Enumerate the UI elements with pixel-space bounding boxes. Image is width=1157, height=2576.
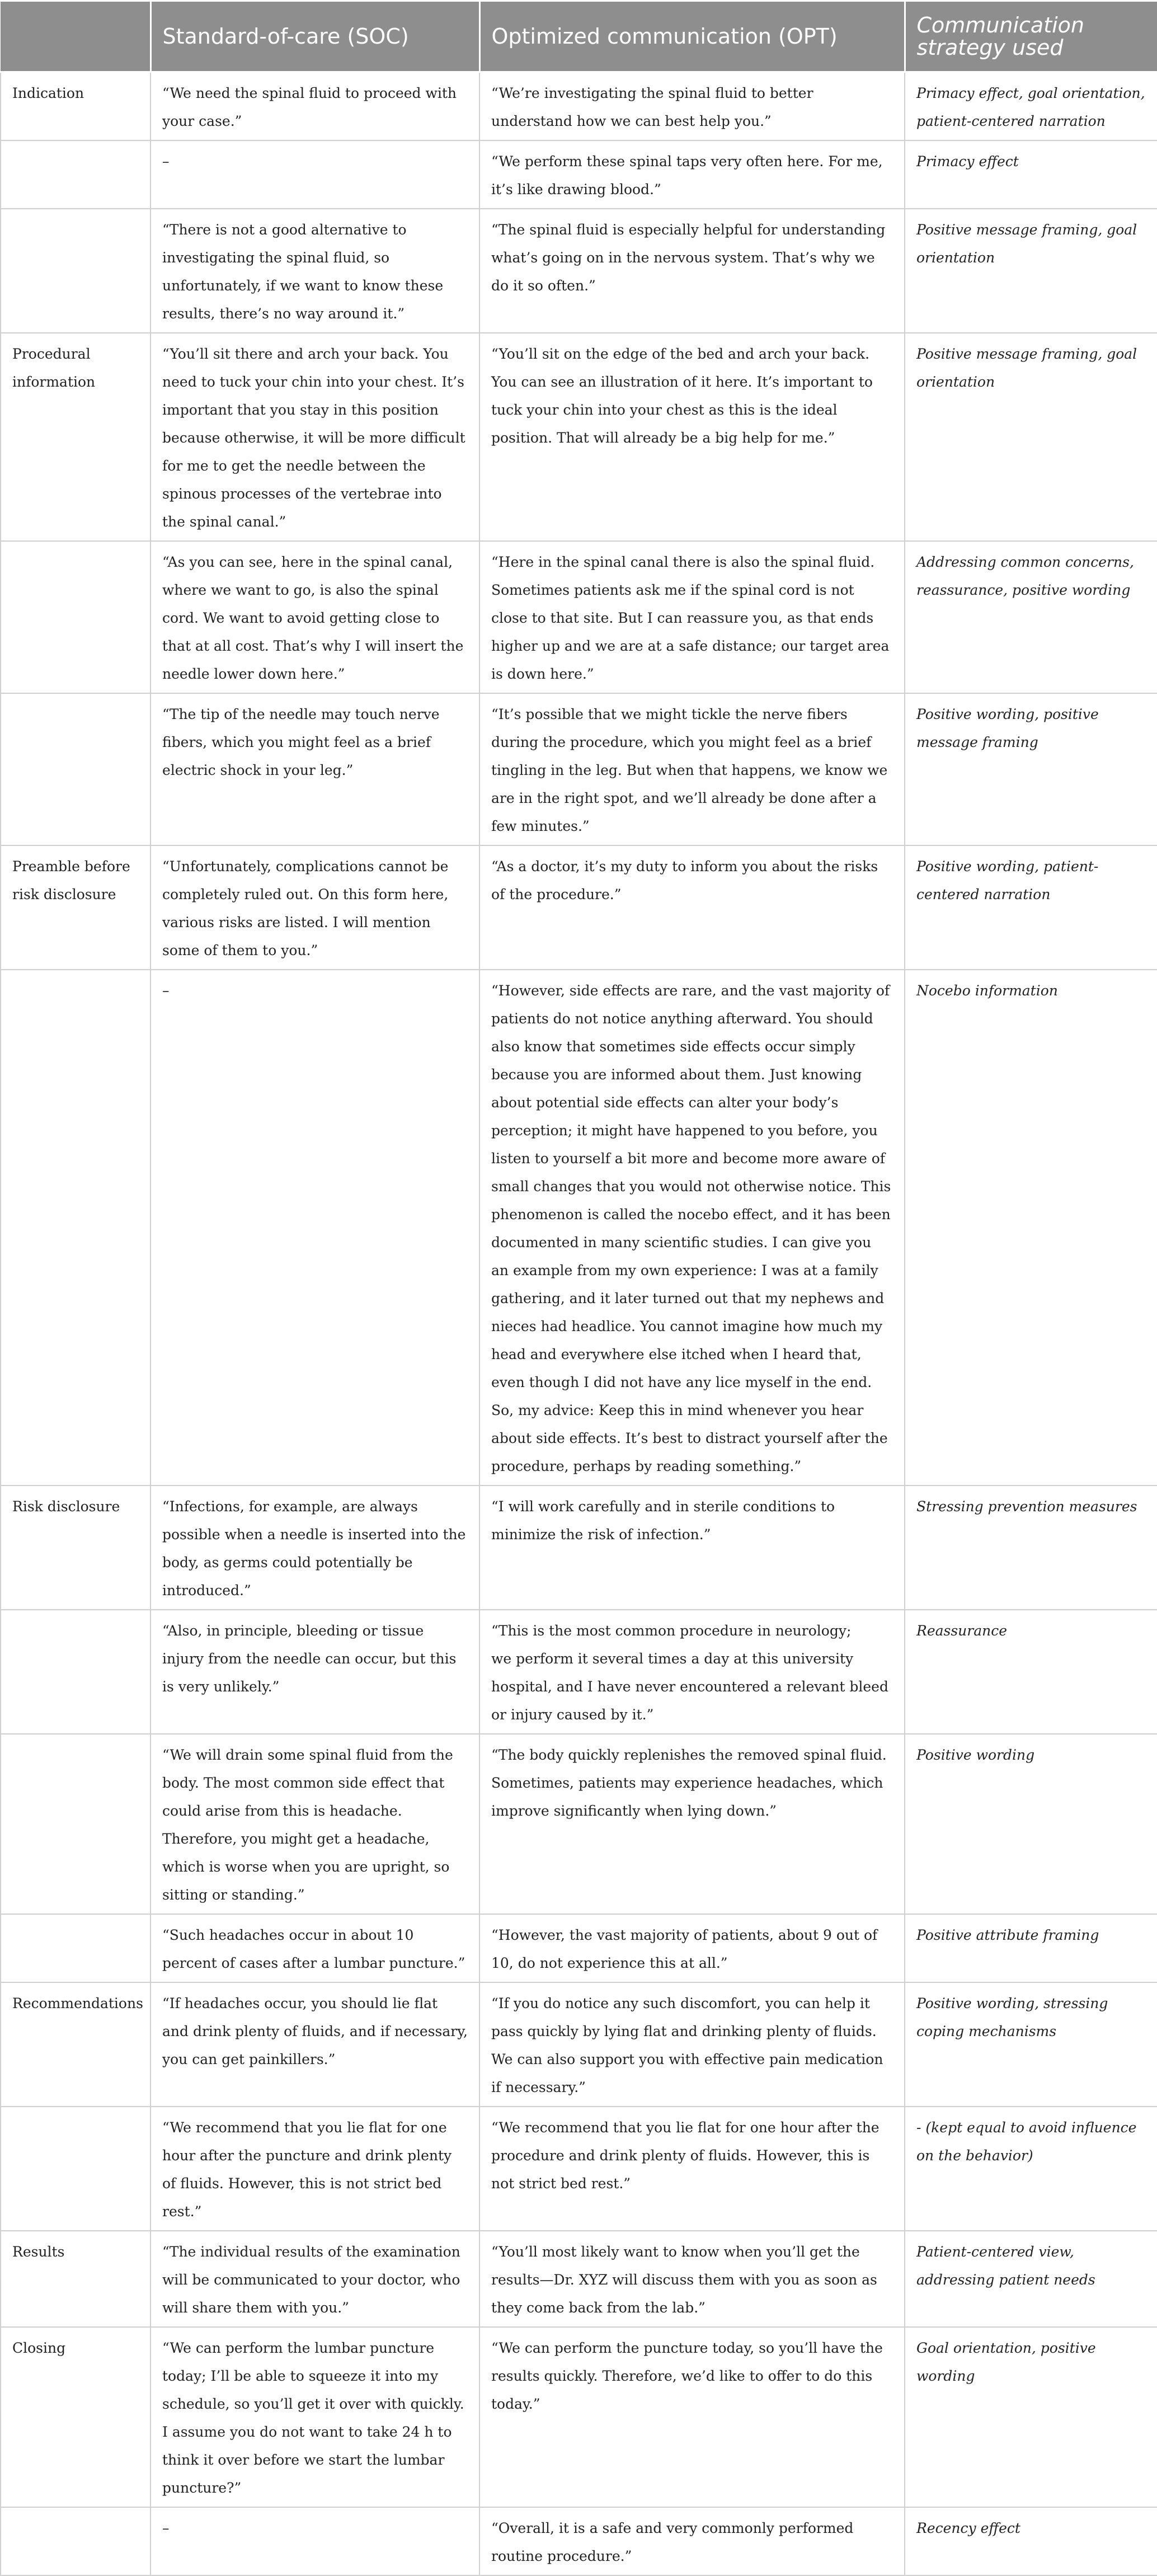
section-cell: Closing [1, 2327, 150, 2507]
strategy-cell: Goal orientation, positive wording [905, 2327, 1157, 2507]
strategy-cell: Addressing common concerns, reassurance, positive wording [905, 541, 1157, 693]
opt-cell: “However, side effects are rare, and the vast majority of patients do not notice anything afterward. You should also know that sometimes side effects occur simply because you are informed about them. Just knowing about potential side effects can alter your body’s perception; it might have happened to you before, you listen to yourself a bit more and become more aware of small changes that you would not otherwise notice. This phenomenon is called the nocebo effect, and it has been documented in many scientific studies. I can give you an example from my own experience: I was at a family gathering, and it later turned out that my nephews and nieces had headlice. You cannot imagine how much my head and everywhere else itched when I heard that, even though I did not have any lice myself in the end. So, my advice: Keep this in mind whenever you hear about side effects. It’s best to distract yourself after the procedure, perhaps by reading something.” [479, 970, 905, 1486]
strategy-cell: Positive message framing, goal orientation [905, 333, 1157, 541]
soc-cell: – [150, 140, 479, 209]
opt-cell: “Overall, it is a safe and very commonly performed routine procedure.” [479, 2507, 905, 2575]
opt-cell: “We’re investigating the spinal fluid to better understand how we can best help you.” [479, 72, 905, 141]
table-row [1, 209, 1157, 333]
soc-cell: “We can perform the lumbar puncture today; I’ll be able to squeeze it into my schedule, so you’ll get it over with quickly. I assume you do not want to take 24 h to think it over before we start the lumbar puncture?” [150, 2327, 479, 2507]
soc-cell: “As you can see, here in the spinal canal, where we want to go, is also the spinal cord. We want to avoid getting close to that at all cost. That’s why I will insert the needle lower down here.” [150, 541, 479, 693]
strategy-cell: Nocebo information [905, 970, 1157, 1486]
table-row [1, 970, 1157, 1486]
soc-cell: “Infections, for example, are always possible when a needle is inserted into the body, as germs could potentially be introduced.” [150, 1486, 479, 1610]
table-row [1, 2327, 1157, 2507]
table-row [1, 1486, 1157, 1610]
section-cell [1, 541, 150, 693]
soc-cell: “We will drain some spinal fluid from the body. The most common side effect that could arise from this is headache. Therefore, you might get a headache, which is worse when you are upright, so sitting or standing.” [150, 1734, 479, 1914]
table-row [1, 2231, 1157, 2327]
opt-cell: “We recommend that you lie flat for one hour after the procedure and drink plenty of fluids. However, this is not strict bed rest.” [479, 2107, 905, 2231]
section-cell [1, 140, 150, 209]
table-row [1, 2507, 1157, 2575]
opt-cell: “As a doctor, it’s my duty to inform you about the risks of the procedure.” [479, 845, 905, 970]
strategy-cell: Positive wording, patient-centered narration [905, 845, 1157, 970]
strategy-cell: Positive wording [905, 1734, 1157, 1914]
opt-cell: “You’ll sit on the edge of the bed and arch your back. You can see an illustration of it here. It’s important to tuck your chin into your chest as this is the ideal position. That will already be a big help for me.” [479, 333, 905, 541]
opt-cell: “We can perform the puncture today, so you’ll have the results quickly. Therefore, we’d like to offer to do this today.” [479, 2327, 905, 2507]
section-cell [1, 1610, 150, 1734]
strategy-cell: Positive wording, stressing coping mechanisms [905, 1982, 1157, 2107]
strategy-cell: Stressing prevention measures [905, 1486, 1157, 1610]
opt-cell: “I will work carefully and in sterile conditions to minimize the risk of infection.” [479, 1486, 905, 1610]
soc-cell: – [150, 2507, 479, 2575]
table-header [1, 1, 1157, 72]
soc-cell: “We recommend that you lie flat for one hour after the puncture and drink plenty of fluids. However, this is not strict bed rest.” [150, 2107, 479, 2231]
opt-cell: “We perform these spinal taps very often here. For me, it’s like drawing blood.” [479, 140, 905, 209]
section-cell: Procedural information [1, 333, 150, 541]
table-row [1, 1914, 1157, 1982]
opt-cell: “The spinal fluid is especially helpful for understanding what’s going on in the nervous system. That’s why we do it so often.” [479, 209, 905, 333]
strategy-cell: Patient-centered view, addressing patient needs [905, 2231, 1157, 2327]
opt-cell: “It’s possible that we might tickle the nerve fibers during the procedure, which you might feel as a brief tingling in the leg. But when that happens, we know we are in the right spot, and we’ll already be done after a few minutes.” [479, 693, 905, 845]
header-section [1, 1, 150, 72]
section-cell: Indication [1, 72, 150, 141]
table-row [1, 140, 1157, 209]
section-cell: Results [1, 2231, 150, 2327]
table-row [1, 1610, 1157, 1734]
soc-cell: “Such headaches occur in about 10 percent of cases after a lumbar puncture.” [150, 1914, 479, 1982]
header-row [1, 1, 1157, 72]
strategy-cell: Primacy effect, goal orientation, patient-centered narration [905, 72, 1157, 141]
section-cell [1, 209, 150, 333]
section-cell [1, 1914, 150, 1982]
soc-cell: “The tip of the needle may touch nerve fibers, which you might feel as a brief electric shock in your leg.” [150, 693, 479, 845]
strategy-cell: Positive message framing, goal orientation [905, 209, 1157, 333]
strategy-cell: Positive wording, positive message framing [905, 693, 1157, 845]
strategy-cell: Reassurance [905, 1610, 1157, 1734]
soc-cell: “You’ll sit there and arch your back. You need to tuck your chin into your chest. It’s important that you stay in this position because otherwise, it will be more difficult for me to get the needle between the spinous processes of the vertebrae into the spinal canal.” [150, 333, 479, 541]
section-cell: Preamble before risk disclosure [1, 845, 150, 970]
opt-cell: “The body quickly replenishes the removed spinal fluid. Sometimes, patients may experience headaches, which improve significantly when lying down.” [479, 1734, 905, 1914]
section-cell: Risk disclosure [1, 1486, 150, 1610]
soc-cell: “There is not a good alternative to investigating the spinal fluid, so unfortunately, if we want to know these results, there’s no way around it.” [150, 209, 479, 333]
soc-cell: “The individual results of the examination will be communicated to your doctor, who will share them with you.” [150, 2231, 479, 2327]
table-row [1, 333, 1157, 541]
table-row [1, 1734, 1157, 1914]
section-cell [1, 2107, 150, 2231]
table-body [1, 72, 1157, 2576]
section-cell [1, 2507, 150, 2575]
table-row [1, 541, 1157, 693]
table-row [1, 845, 1157, 970]
header-soc: Standard-of-care (SOC) [150, 1, 479, 72]
table-row [1, 72, 1157, 141]
soc-cell: “Also, in principle, bleeding or tissue injury from the needle can occur, but this is very unlikely.” [150, 1610, 479, 1734]
soc-cell: “If headaches occur, you should lie flat and drink plenty of fluids, and if necessary, you can get painkillers.” [150, 1982, 479, 2107]
table-row [1, 1982, 1157, 2107]
section-cell [1, 1734, 150, 1914]
soc-cell: “Unfortunately, complications cannot be completely ruled out. On this form here, various risks are listed. I will mention some of them to you.” [150, 845, 479, 970]
table-row [1, 693, 1157, 845]
section-cell [1, 693, 150, 845]
strategy-cell: - (kept equal to avoid influence on the behavior) [905, 2107, 1157, 2231]
header-opt: Optimized communication (OPT) [479, 1, 905, 72]
opt-cell: “You’ll most likely want to know when you’ll get the results—Dr. XYZ will discuss them with you as soon as they come back from the lab.” [479, 2231, 905, 2327]
strategy-cell: Positive attribute framing [905, 1914, 1157, 1982]
soc-cell: – [150, 970, 479, 1486]
opt-cell: “Here in the spinal canal there is also the spinal fluid. Sometimes patients ask me if the spinal cord is not close to that site. But I can reassure you, as that ends higher up and we are at a safe distance; our target area is down here.” [479, 541, 905, 693]
opt-cell: “If you do notice any such discomfort, you can help it pass quickly by lying flat and drinking plenty of fluids. We can also support you with effective pain medication if necessary.” [479, 1982, 905, 2107]
table-row [1, 2107, 1157, 2231]
opt-cell: “This is the most common procedure in neurology; we perform it several times a day at this university hospital, and I have never encountered a relevant bleed or injury caused by it.” [479, 1610, 905, 1734]
opt-cell: “However, the vast majority of patients, about 9 out of 10, do not experience this at all.” [479, 1914, 905, 1982]
section-cell [1, 970, 150, 1486]
section-cell: Recommendations [1, 1982, 150, 2107]
header-strategy: Communication strategy used [905, 1, 1157, 72]
strategy-cell: Primacy effect [905, 140, 1157, 209]
strategy-cell: Recency effect [905, 2507, 1157, 2575]
soc-cell: “We need the spinal fluid to proceed with your case.” [150, 72, 479, 141]
